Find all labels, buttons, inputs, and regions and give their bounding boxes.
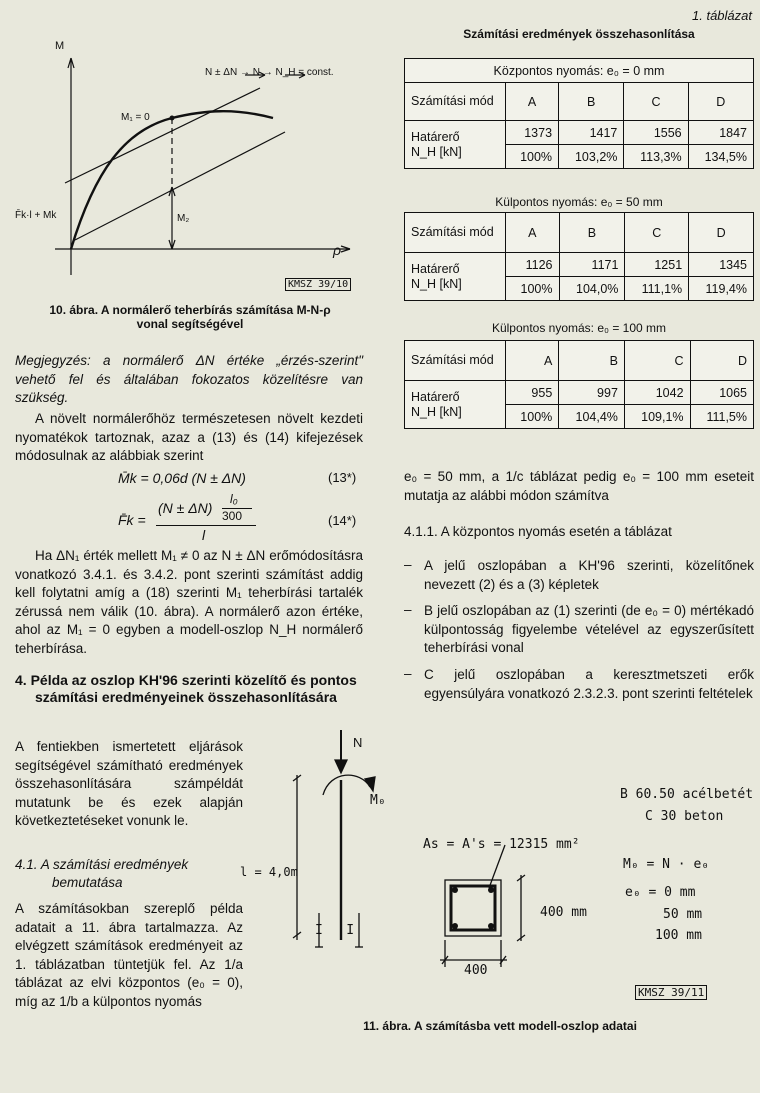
eccentricity-100: 100 mm: [655, 928, 702, 943]
formula-14-frac-bot: 300: [222, 509, 243, 523]
paragraph-3: A fentiekben ismertetett eljárások segítségével számítható eredmények összehasonlítására számpéldát mutatunk be és ezek alapján következtetéseket vonunk le.: [15, 739, 243, 828]
fk-label: F̄k·l + Mk: [15, 210, 57, 221]
method-label: Számítási mód: [405, 83, 506, 121]
material-steel: B 60.50 acélbetét: [620, 787, 754, 802]
section-width-label: 400: [464, 963, 488, 978]
formula-14-top: (N ± ΔN): [158, 500, 213, 516]
figure-11: [235, 725, 755, 1010]
length-label: l = 4,0m: [240, 865, 298, 879]
table-title: Számítási eredmények összehasonlítása: [463, 27, 695, 41]
section-411-heading: 4.1.1. A központos nyomás esetén a táblázat: [404, 524, 672, 539]
right-paragraph-1: e₀ = 50 mm, a 1/c táblázat pedig e₀ = 100 mm eseteit mutatja az alábbi módon számítva: [404, 469, 754, 503]
steel-area-label: As = A's = 12315 mm²: [423, 837, 580, 852]
bullet-3: C jelű oszlopában a keresztmetszeti erők egyensúlyára vonatkozó 2.3.2.3. pont szerinti feltételek: [424, 667, 754, 701]
m2-label: M₂: [177, 213, 190, 224]
formula-14: [118, 492, 328, 547]
paragraph-4: A számításokban szereplő példa adatait a 11. ábra tartalmazza. Az elvégzett számítások eredményeit az 1. táblázatban tüntetjük fel. Az 1/a táblázat az elvi központos (e₀ = 0), míg az 1/b a külpontos nyomás: [15, 901, 243, 1009]
table-block-3: Számítási mód A B C D Határerő N_H [kN] 955 997 1042 1065 100% 104,4% 109,1% 111,5%: [404, 340, 754, 429]
axis-rho-label: ρ: [333, 242, 342, 258]
material-concrete: C 30 beton: [645, 809, 724, 824]
eccentricity-50: 50 mm: [663, 907, 703, 922]
section-height-label: 400 mm: [540, 905, 587, 920]
note-paragraph: Megjegyzés: a normálerő ΔN értéke „érzés-szerint" vehető fel és általában fokozatos közelítésre van szükség.: [15, 353, 363, 405]
formula-14-lhs: F̄k =: [118, 512, 146, 528]
paragraph-1: A növelt normálerőhöz természetesen növelt kezdeti nyomatékok tartoznak, azaz a (13) és (14) kifejezések módosulnak az alábbiak szerint: [15, 411, 363, 463]
formula-14-number: (14*): [328, 513, 357, 528]
block-1-caption: Központos nyomás: e₀ = 0 mm: [405, 59, 754, 83]
moment-label: M₀: [370, 793, 386, 808]
figure-10-caption: 10. ábra. A normálerő teherbírás számítása M-N-ρ vonal segítségével: [49, 303, 331, 331]
axial-force-label: N: [353, 735, 363, 750]
paragraph-2: Ha ΔN₁ érték mellett M₁ ≠ 0 az N ± ΔN erőmódosításra vonatkozó 3.4.1. és 3.4.2. pont szerinti számítást addig kell folytatni amíg a (18) szerinti M₁ teherbírási tartalék zérussá nem válik (10. ábra). A normálerő azon értéke, ahol az M₁ = 0 egyben a modell-oszlop N_H normálerő teherbírása.: [15, 548, 363, 656]
table-block-2: Számítási mód A B C D Határerő N_H [kN] 1126 1171 1251 1345 100% 104,0% 111,1% 119,4%: [404, 212, 754, 301]
figure-11-caption: 11. ábra. A számításba vett modell-oszlop adatai: [363, 1019, 637, 1033]
formula-13: M̄k = 0,06d (N ± ΔN): [118, 470, 246, 486]
table-block-1: Központos nyomás: e₀ = 0 mm Számítási mód A B C D Határerő N_H [kN] 1373 1417 1556 1847 100% 103,2% 113,3% 134,5%: [404, 58, 754, 169]
bullet-2: B jelű oszlopában az (1) szerinti (de e₀ = 0) mértékadó külpontosság figyelembe vételével az egyszerűsített teherbírási vonal: [424, 603, 754, 655]
bullet-1-dash: –: [404, 557, 412, 572]
bullet-1: A jelű oszlopában a KH'96 szerinti, közelítőnek nevezett (2) és a (3) képletek: [424, 558, 754, 592]
bullet-2-dash: –: [404, 602, 412, 617]
bullet-3-dash: –: [404, 666, 412, 681]
table-label: 1. táblázat: [692, 8, 752, 23]
section-marks-label: I I: [315, 923, 355, 938]
figure-11-code: KMSZ 39/11: [635, 985, 707, 1000]
m1-label: M₁ = 0: [121, 112, 150, 123]
moment-equation: M₀ = N · e₀: [623, 857, 710, 872]
block-2-caption: Külpontos nyomás: e₀ = 50 mm: [495, 195, 663, 209]
figure-10: [15, 30, 365, 295]
force-label: Határerő N_H [kN]: [405, 121, 506, 169]
section-41-heading: 4.1. A számítási eredmények bemutatása: [15, 857, 189, 890]
formula-14-bot: l: [202, 527, 206, 543]
top-load-label: N ± ΔN → N → N_H = const.: [205, 67, 334, 78]
formula-14-frac-top: l₀: [230, 492, 238, 506]
eccentricity-0: e₀ = 0 mm: [625, 885, 696, 900]
section-4-heading: 4. Példa az oszlop KH'96 szerinti közelítő és pontos számítási eredményeinek összehasonlítására: [15, 672, 357, 705]
block-3-caption: Külpontos nyomás: e₀ = 100 mm: [491, 321, 667, 335]
figure-10-code: KMSZ 39/10: [285, 278, 351, 291]
axis-m-label: M: [55, 40, 65, 52]
formula-13-number: (13*): [328, 470, 357, 485]
